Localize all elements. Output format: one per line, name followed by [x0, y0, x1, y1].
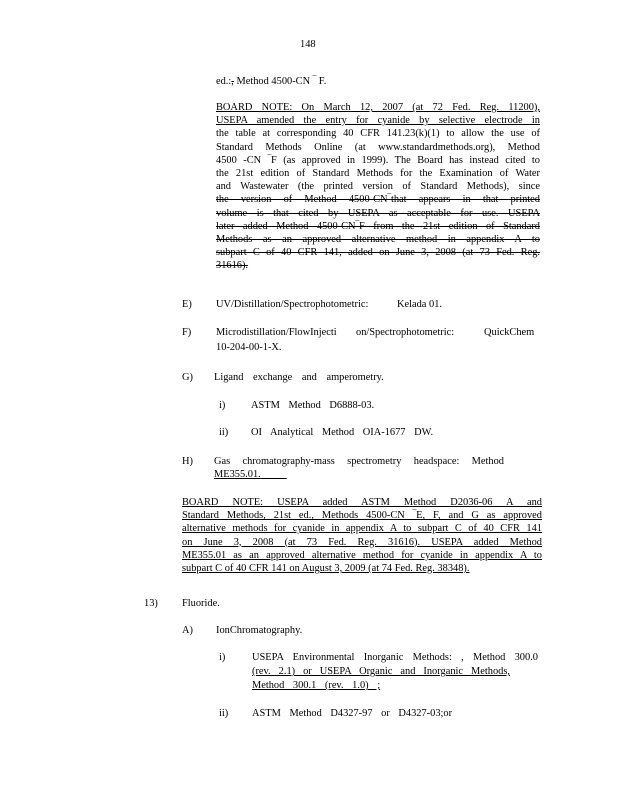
item-13-label: 13) — [144, 598, 158, 609]
item-g-label: G) — [182, 372, 193, 383]
item-f-line1-b: on/Spectrophotometric: — [356, 327, 455, 338]
board-note-1-line: USEPA amended the entry for cyanide by selective electrode in — [216, 115, 540, 127]
item-g-i-text: ASTM Method D6888-03. — [251, 400, 375, 411]
board-note-1-line: volume is that cited by USEPA as acceptable for use. USEPA — [216, 207, 540, 219]
item-13-a-ii-label: ii) — [219, 708, 229, 719]
board-note-1-line: later added Method 4500-CN‾F from the 21st edition of Standard — [216, 220, 540, 232]
board-note-1-line: BOARD NOTE: On March 12, 2007 (at 72 Fed. Reg. 11200), — [216, 102, 540, 113]
board-note-1-line: 31616). — [216, 260, 249, 272]
board-note-1 — [216, 101, 540, 272]
ed-rest: Method 4500-CN ‾ F. — [233, 76, 327, 87]
board-note-2-line: Standard Methods, 21st ed., Methods 4500-CN ‾E, F, and G as approved — [182, 510, 542, 522]
ed-prefix: ed.: — [216, 76, 232, 87]
item-13-text: Fluoride. — [182, 598, 220, 609]
board-note-1-line: the table at corresponding 40 CFR 141.23(k)(1) to allow the use of — [216, 128, 540, 140]
board-note-2-line: on June 3, 2008 (at 73 Fed. Reg. 31616). USEPA added Method — [182, 536, 542, 548]
page-number: 148 — [300, 39, 316, 50]
item-13-a-label: A) — [182, 625, 193, 636]
board-note-2-line: alternative methods for cyanide in appendix A to subpart C of 40 CFR 141 — [182, 523, 542, 535]
board-note-2-line: BOARD NOTE: USEPA added ASTM Method D2036-06 A and — [182, 497, 542, 508]
board-note-2 — [182, 496, 542, 575]
item-f-line1-c: QuickChem — [484, 327, 535, 338]
item-h-line1: Gas chromatography-mass spectrometry headspace: Method — [214, 456, 504, 467]
item-13-a-text: IonChromatography. — [216, 625, 303, 636]
item-h-line2: ME355.01. — [214, 469, 261, 480]
item-f-label: F) — [182, 327, 192, 338]
item-e-method: Kelada 01. — [397, 299, 443, 310]
item-e-text: UV/Distillation/Spectrophotometric: — [216, 299, 369, 310]
board-note-2-line: subpart C of 40 CFR 141 on August 3, 2009 (at 74 Fed. Reg. 38348). — [182, 562, 470, 574]
ed-line — [216, 75, 326, 88]
item-g-i-label: i) — [219, 400, 226, 411]
item-13-a-i-line3: Method 300.1 (rev. 1.0) ; — [252, 680, 381, 691]
board-note-2-line: ME355.01 as an approved alternative method for cyanide in appendix A to — [182, 549, 542, 561]
item-f-line2: 10-204-00-1-X. — [216, 342, 282, 353]
board-note-1-line: Methods as an approved alternative method in appendix A to — [216, 233, 540, 245]
item-13-a-i-line1: USEPA Environmental Inorganic Methods: , Method 300.0 — [252, 652, 538, 663]
item-13-a-i-label: i) — [219, 652, 226, 663]
item-g-ii-label: ii) — [219, 427, 229, 438]
item-g-ii-text: OI Analytical Method OIA-1677 DW. — [251, 427, 434, 438]
ed-strike: , — [231, 76, 234, 87]
board-note-1-line: 4500 -CN ‾F (as approved in 1999). The Board has instead cited to — [216, 154, 540, 166]
item-h-label: H) — [182, 456, 193, 467]
item-13-a-i-line2: (rev. 2.1) or USEPA Organic and Inorganic Methods, — [252, 666, 510, 677]
board-note-1-line: Standard Methods Online (at www.standardmethods.org), Method — [216, 141, 540, 153]
item-f-line1-a: Microdistillation/FlowInjecti — [216, 327, 337, 338]
item-13-a-ii-text: ASTM Method D4327-97 or D4327-03;or — [252, 708, 453, 719]
board-note-1-line: subpart C of 40 CFR 141, added on June 3, 2008 (at 73 Fed. Reg. — [216, 247, 540, 259]
board-note-1-line: the 21st edition of Standard Methods for the Examination of Water — [216, 167, 540, 179]
board-note-1-line: and Wastewater (the printed version of Standard Methods), since — [216, 181, 540, 193]
board-note-1-line: the version of Method 4500-CN‾that appears in that printed — [216, 194, 540, 206]
item-e-label: E) — [182, 299, 192, 310]
item-g-text: Ligand exchange and amperometry. — [214, 372, 384, 383]
